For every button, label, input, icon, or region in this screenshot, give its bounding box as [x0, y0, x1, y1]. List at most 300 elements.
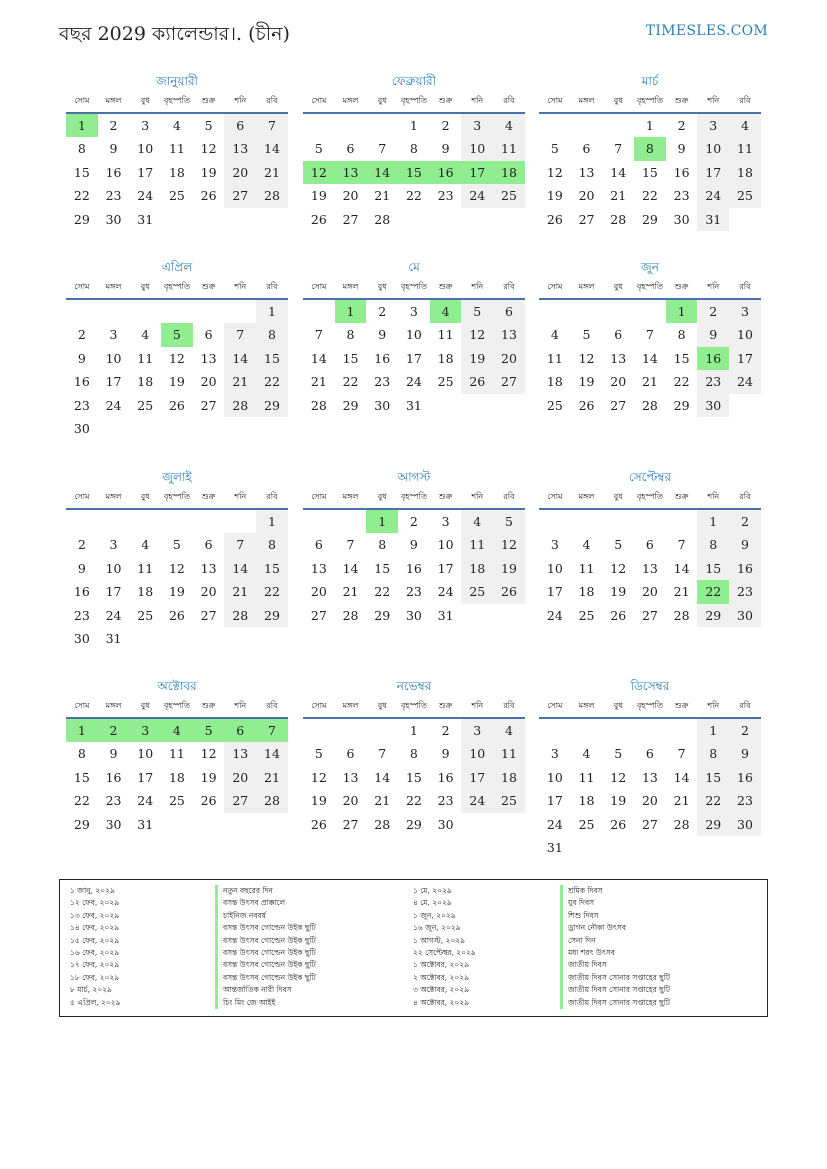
day-cell[interactable]: 20 — [342, 793, 359, 809]
day-cell[interactable]: 14 — [310, 350, 327, 366]
day-cell[interactable]: 3 — [550, 537, 559, 553]
day-cell[interactable]: 28 — [310, 397, 327, 413]
day-cell[interactable]: 25 — [461, 580, 493, 603]
day-cell[interactable]: 28 — [641, 397, 658, 413]
day-cell[interactable]: 24 — [437, 584, 454, 600]
day-cell[interactable]: 6 — [493, 300, 525, 323]
day-cell[interactable]: 29 — [405, 816, 422, 832]
holiday-day-cell[interactable]: 3 — [129, 719, 161, 742]
day-cell[interactable]: 20 — [224, 161, 256, 184]
day-cell[interactable]: 31 — [546, 839, 563, 855]
day-cell[interactable]: 22 — [405, 793, 422, 809]
day-cell[interactable]: 18 — [168, 164, 185, 180]
day-cell[interactable]: 12 — [461, 323, 493, 346]
day-cell[interactable]: 24 — [546, 607, 563, 623]
day-cell[interactable]: 4 — [461, 510, 493, 533]
day-cell[interactable]: 27 — [342, 211, 359, 227]
day-cell[interactable]: 5 — [204, 118, 213, 133]
day-cell[interactable]: 26 — [168, 607, 185, 623]
day-cell[interactable]: 14 — [673, 560, 690, 576]
day-cell[interactable]: 15 — [73, 164, 90, 180]
day-cell[interactable]: 26 — [310, 211, 327, 227]
day-cell[interactable]: 18 — [137, 584, 154, 600]
day-cell[interactable]: 10 — [105, 560, 122, 576]
holiday-day-cell[interactable]: 1 — [66, 114, 98, 137]
day-cell[interactable]: 6 — [614, 327, 623, 343]
day-cell[interactable]: 16 — [437, 769, 454, 785]
day-cell[interactable]: 19 — [493, 557, 525, 580]
holiday-day-cell[interactable]: 1 — [666, 300, 698, 323]
day-cell[interactable]: 13 — [641, 560, 658, 576]
day-cell[interactable]: 5 — [550, 141, 559, 157]
day-cell[interactable]: 6 — [346, 141, 355, 157]
day-cell[interactable]: 23 — [729, 580, 761, 603]
day-cell[interactable]: 21 — [224, 370, 256, 393]
day-cell[interactable]: 18 — [461, 557, 493, 580]
holiday-day-cell[interactable]: 5 — [193, 719, 225, 742]
day-cell[interactable]: 9 — [378, 327, 387, 343]
holiday-day-cell[interactable]: 8 — [634, 137, 666, 160]
day-cell[interactable]: 18 — [729, 161, 761, 184]
day-cell[interactable]: 11 — [493, 742, 525, 765]
day-cell[interactable]: 14 — [374, 769, 391, 785]
day-cell[interactable]: 14 — [673, 769, 690, 785]
day-cell[interactable]: 15 — [405, 769, 422, 785]
day-cell[interactable]: 21 — [342, 584, 359, 600]
day-cell[interactable]: 13 — [200, 350, 217, 366]
day-cell[interactable]: 26 — [310, 816, 327, 832]
day-cell[interactable]: 3 — [141, 118, 150, 133]
day-cell[interactable]: 6 — [645, 746, 654, 762]
day-cell[interactable]: 31 — [437, 607, 454, 623]
day-cell[interactable]: 3 — [550, 746, 559, 762]
day-cell[interactable]: 22 — [342, 374, 359, 390]
day-cell[interactable]: 9 — [109, 746, 118, 762]
day-cell[interactable]: 3 — [441, 514, 450, 529]
day-cell[interactable]: 22 — [256, 580, 288, 603]
day-cell[interactable]: 1 — [409, 723, 418, 738]
day-cell[interactable]: 20 — [641, 793, 658, 809]
day-cell[interactable]: 29 — [641, 211, 658, 227]
day-cell[interactable]: 5 — [493, 510, 525, 533]
day-cell[interactable]: 25 — [493, 789, 525, 812]
day-cell[interactable]: 23 — [73, 397, 90, 413]
day-cell[interactable]: 2 — [77, 537, 86, 553]
day-cell[interactable]: 20 — [493, 347, 525, 370]
day-cell[interactable]: 27 — [493, 370, 525, 393]
day-cell[interactable]: 20 — [641, 584, 658, 600]
day-cell[interactable]: 23 — [697, 370, 729, 393]
holiday-day-cell[interactable]: 15 — [398, 161, 430, 184]
day-cell[interactable]: 9 — [677, 141, 686, 157]
day-cell[interactable]: 17 — [546, 584, 563, 600]
day-cell[interactable]: 5 — [461, 300, 493, 323]
day-cell[interactable]: 13 — [493, 323, 525, 346]
day-cell[interactable]: 29 — [673, 397, 690, 413]
day-cell[interactable]: 25 — [578, 816, 595, 832]
day-cell[interactable]: 26 — [168, 397, 185, 413]
day-cell[interactable]: 19 — [578, 374, 595, 390]
day-cell[interactable]: 12 — [310, 769, 327, 785]
day-cell[interactable]: 1 — [697, 510, 729, 533]
holiday-day-cell[interactable]: 14 — [366, 161, 398, 184]
day-cell[interactable]: 16 — [105, 164, 122, 180]
day-cell[interactable]: 10 — [105, 350, 122, 366]
day-cell[interactable]: 20 — [310, 584, 327, 600]
day-cell[interactable]: 4 — [141, 327, 150, 343]
day-cell[interactable]: 18 — [578, 584, 595, 600]
day-cell[interactable]: 22 — [697, 789, 729, 812]
day-cell[interactable]: 5 — [582, 327, 591, 343]
day-cell[interactable]: 23 — [374, 374, 391, 390]
day-cell[interactable]: 19 — [168, 584, 185, 600]
holiday-day-cell[interactable]: 13 — [335, 161, 367, 184]
day-cell[interactable]: 23 — [437, 793, 454, 809]
day-cell[interactable]: 8 — [409, 746, 418, 762]
holiday-day-cell[interactable]: 1 — [335, 300, 367, 323]
day-cell[interactable]: 17 — [105, 374, 122, 390]
day-cell[interactable]: 15 — [697, 557, 729, 580]
day-cell[interactable]: 12 — [610, 769, 627, 785]
day-cell[interactable]: 27 — [224, 789, 256, 812]
day-cell[interactable]: 27 — [578, 211, 595, 227]
day-cell[interactable]: 4 — [493, 719, 525, 742]
day-cell[interactable]: 13 — [310, 560, 327, 576]
day-cell[interactable]: 18 — [546, 374, 563, 390]
day-cell[interactable]: 16 — [729, 557, 761, 580]
day-cell[interactable]: 12 — [168, 350, 185, 366]
day-cell[interactable]: 9 — [77, 560, 86, 576]
day-cell[interactable]: 27 — [342, 816, 359, 832]
day-cell[interactable]: 19 — [310, 793, 327, 809]
holiday-day-cell[interactable]: 22 — [697, 580, 729, 603]
day-cell[interactable]: 4 — [582, 746, 591, 762]
day-cell[interactable]: 17 — [437, 560, 454, 576]
day-cell[interactable]: 4 — [729, 114, 761, 137]
day-cell[interactable]: 10 — [137, 746, 154, 762]
day-cell[interactable]: 17 — [137, 164, 154, 180]
holiday-day-cell[interactable]: 4 — [161, 719, 193, 742]
day-cell[interactable]: 11 — [137, 350, 154, 366]
day-cell[interactable]: 1 — [697, 719, 729, 742]
brand-link[interactable]: TIMESLES.COM — [645, 23, 768, 39]
day-cell[interactable]: 22 — [405, 188, 422, 204]
day-cell[interactable]: 6 — [204, 537, 213, 553]
day-cell[interactable]: 23 — [437, 188, 454, 204]
day-cell[interactable]: 17 — [697, 161, 729, 184]
day-cell[interactable]: 11 — [729, 137, 761, 160]
day-cell[interactable]: 16 — [73, 584, 90, 600]
day-cell[interactable]: 10 — [137, 141, 154, 157]
day-cell[interactable]: 24 — [105, 607, 122, 623]
day-cell[interactable]: 9 — [729, 742, 761, 765]
day-cell[interactable]: 18 — [168, 769, 185, 785]
day-cell[interactable]: 31 — [697, 208, 729, 231]
day-cell[interactable]: 15 — [641, 164, 658, 180]
day-cell[interactable]: 28 — [224, 394, 256, 417]
day-cell[interactable]: 24 — [137, 793, 154, 809]
holiday-day-cell[interactable]: 1 — [366, 510, 398, 533]
day-cell[interactable]: 7 — [256, 114, 288, 137]
day-cell[interactable]: 20 — [610, 374, 627, 390]
day-cell[interactable]: 7 — [677, 537, 686, 553]
day-cell[interactable]: 19 — [310, 188, 327, 204]
day-cell[interactable]: 9 — [697, 323, 729, 346]
day-cell[interactable]: 30 — [729, 604, 761, 627]
day-cell[interactable]: 12 — [578, 350, 595, 366]
day-cell[interactable]: 7 — [314, 327, 323, 343]
day-cell[interactable]: 10 — [437, 537, 454, 553]
day-cell[interactable]: 30 — [73, 630, 90, 646]
day-cell[interactable]: 19 — [461, 347, 493, 370]
day-cell[interactable]: 4 — [141, 537, 150, 553]
holiday-day-cell[interactable]: 6 — [224, 719, 256, 742]
day-cell[interactable]: 26 — [546, 211, 563, 227]
day-cell[interactable]: 15 — [256, 557, 288, 580]
day-cell[interactable]: 4 — [582, 537, 591, 553]
day-cell[interactable]: 5 — [172, 537, 181, 553]
day-cell[interactable]: 29 — [697, 813, 729, 836]
day-cell[interactable]: 30 — [437, 816, 454, 832]
day-cell[interactable]: 19 — [610, 584, 627, 600]
day-cell[interactable]: 10 — [697, 137, 729, 160]
day-cell[interactable]: 9 — [77, 350, 86, 366]
day-cell[interactable]: 17 — [137, 769, 154, 785]
day-cell[interactable]: 29 — [73, 816, 90, 832]
day-cell[interactable]: 11 — [437, 327, 454, 343]
day-cell[interactable]: 9 — [409, 537, 418, 553]
day-cell[interactable]: 8 — [256, 323, 288, 346]
day-cell[interactable]: 16 — [105, 769, 122, 785]
day-cell[interactable]: 13 — [224, 742, 256, 765]
holiday-day-cell[interactable]: 4 — [430, 300, 462, 323]
day-cell[interactable]: 11 — [546, 350, 563, 366]
day-cell[interactable]: 19 — [200, 164, 217, 180]
day-cell[interactable]: 14 — [610, 164, 627, 180]
day-cell[interactable]: 17 — [105, 584, 122, 600]
day-cell[interactable]: 17 — [461, 766, 493, 789]
day-cell[interactable]: 29 — [697, 604, 729, 627]
day-cell[interactable]: 9 — [441, 746, 450, 762]
day-cell[interactable]: 7 — [378, 746, 387, 762]
day-cell[interactable]: 3 — [461, 114, 493, 137]
day-cell[interactable]: 6 — [346, 746, 355, 762]
day-cell[interactable]: 25 — [437, 374, 454, 390]
day-cell[interactable]: 9 — [441, 141, 450, 157]
day-cell[interactable]: 10 — [461, 742, 493, 765]
day-cell[interactable]: 6 — [582, 141, 591, 157]
day-cell[interactable]: 23 — [105, 188, 122, 204]
day-cell[interactable]: 5 — [614, 537, 623, 553]
day-cell[interactable]: 30 — [673, 211, 690, 227]
day-cell[interactable]: 11 — [578, 560, 595, 576]
day-cell[interactable]: 15 — [256, 347, 288, 370]
day-cell[interactable]: 9 — [109, 141, 118, 157]
day-cell[interactable]: 25 — [729, 184, 761, 207]
day-cell[interactable]: 21 — [641, 374, 658, 390]
day-cell[interactable]: 2 — [729, 719, 761, 742]
day-cell[interactable]: 29 — [374, 607, 391, 623]
day-cell[interactable]: 11 — [493, 137, 525, 160]
day-cell[interactable]: 8 — [697, 533, 729, 556]
day-cell[interactable]: 3 — [729, 300, 761, 323]
day-cell[interactable]: 13 — [342, 769, 359, 785]
day-cell[interactable]: 8 — [409, 141, 418, 157]
day-cell[interactable]: 7 — [677, 746, 686, 762]
day-cell[interactable]: 12 — [546, 164, 563, 180]
day-cell[interactable]: 19 — [200, 769, 217, 785]
day-cell[interactable]: 8 — [77, 746, 86, 762]
day-cell[interactable]: 5 — [314, 141, 323, 157]
day-cell[interactable]: 2 — [77, 327, 86, 343]
day-cell[interactable]: 26 — [493, 580, 525, 603]
day-cell[interactable]: 23 — [729, 789, 761, 812]
day-cell[interactable]: 12 — [493, 533, 525, 556]
day-cell[interactable]: 14 — [256, 742, 288, 765]
day-cell[interactable]: 2 — [697, 300, 729, 323]
day-cell[interactable]: 25 — [137, 607, 154, 623]
day-cell[interactable]: 27 — [641, 607, 658, 623]
day-cell[interactable]: 3 — [409, 304, 418, 319]
day-cell[interactable]: 27 — [224, 184, 256, 207]
day-cell[interactable]: 17 — [546, 793, 563, 809]
day-cell[interactable]: 21 — [610, 188, 627, 204]
day-cell[interactable]: 30 — [105, 211, 122, 227]
day-cell[interactable]: 26 — [200, 188, 217, 204]
day-cell[interactable]: 8 — [378, 537, 387, 553]
day-cell[interactable]: 2 — [378, 304, 387, 319]
day-cell[interactable]: 24 — [105, 397, 122, 413]
day-cell[interactable]: 25 — [578, 607, 595, 623]
day-cell[interactable]: 1 — [256, 510, 288, 533]
day-cell[interactable]: 30 — [729, 813, 761, 836]
day-cell[interactable]: 21 — [256, 161, 288, 184]
day-cell[interactable]: 20 — [224, 766, 256, 789]
day-cell[interactable]: 3 — [697, 114, 729, 137]
holiday-day-cell[interactable]: 16 — [697, 347, 729, 370]
day-cell[interactable]: 6 — [314, 537, 323, 553]
day-cell[interactable]: 11 — [168, 746, 185, 762]
day-cell[interactable]: 2 — [729, 510, 761, 533]
day-cell[interactable]: 23 — [73, 607, 90, 623]
day-cell[interactable]: 28 — [673, 816, 690, 832]
day-cell[interactable]: 11 — [461, 533, 493, 556]
day-cell[interactable]: 31 — [105, 630, 122, 646]
day-cell[interactable]: 22 — [641, 188, 658, 204]
day-cell[interactable]: 29 — [342, 397, 359, 413]
day-cell[interactable]: 24 — [461, 184, 493, 207]
day-cell[interactable]: 27 — [200, 607, 217, 623]
day-cell[interactable]: 7 — [378, 141, 387, 157]
day-cell[interactable]: 4 — [172, 118, 181, 133]
day-cell[interactable]: 21 — [224, 580, 256, 603]
day-cell[interactable]: 11 — [137, 560, 154, 576]
day-cell[interactable]: 28 — [224, 604, 256, 627]
day-cell[interactable]: 2 — [409, 514, 418, 529]
day-cell[interactable]: 3 — [109, 537, 118, 553]
day-cell[interactable]: 13 — [610, 350, 627, 366]
day-cell[interactable]: 21 — [310, 374, 327, 390]
day-cell[interactable]: 24 — [697, 184, 729, 207]
day-cell[interactable]: 18 — [493, 766, 525, 789]
day-cell[interactable]: 20 — [578, 188, 595, 204]
day-cell[interactable]: 24 — [729, 370, 761, 393]
day-cell[interactable]: 8 — [697, 742, 729, 765]
day-cell[interactable]: 24 — [405, 374, 422, 390]
day-cell[interactable]: 14 — [224, 347, 256, 370]
day-cell[interactable]: 30 — [105, 816, 122, 832]
day-cell[interactable]: 4 — [550, 327, 559, 343]
day-cell[interactable]: 24 — [461, 789, 493, 812]
day-cell[interactable]: 20 — [200, 584, 217, 600]
day-cell[interactable]: 20 — [342, 188, 359, 204]
day-cell[interactable]: 7 — [224, 533, 256, 556]
day-cell[interactable]: 18 — [137, 374, 154, 390]
day-cell[interactable]: 21 — [256, 766, 288, 789]
day-cell[interactable]: 2 — [109, 118, 118, 133]
day-cell[interactable]: 5 — [614, 746, 623, 762]
day-cell[interactable]: 14 — [224, 557, 256, 580]
day-cell[interactable]: 19 — [546, 188, 563, 204]
day-cell[interactable]: 14 — [641, 350, 658, 366]
day-cell[interactable]: 15 — [73, 769, 90, 785]
holiday-day-cell[interactable]: 16 — [430, 161, 462, 184]
day-cell[interactable]: 24 — [137, 188, 154, 204]
day-cell[interactable]: 14 — [342, 560, 359, 576]
day-cell[interactable]: 10 — [405, 327, 422, 343]
day-cell[interactable]: 31 — [137, 816, 154, 832]
day-cell[interactable]: 5 — [314, 746, 323, 762]
day-cell[interactable]: 29 — [256, 604, 288, 627]
day-cell[interactable]: 17 — [729, 347, 761, 370]
day-cell[interactable]: 16 — [374, 350, 391, 366]
day-cell[interactable]: 19 — [168, 374, 185, 390]
day-cell[interactable]: 26 — [610, 816, 627, 832]
holiday-day-cell[interactable]: 18 — [493, 161, 525, 184]
day-cell[interactable]: 22 — [256, 370, 288, 393]
holiday-day-cell[interactable]: 1 — [66, 719, 98, 742]
day-cell[interactable]: 21 — [673, 793, 690, 809]
day-cell[interactable]: 15 — [673, 350, 690, 366]
day-cell[interactable]: 28 — [256, 184, 288, 207]
day-cell[interactable]: 21 — [374, 188, 391, 204]
day-cell[interactable]: 28 — [342, 607, 359, 623]
day-cell[interactable]: 2 — [441, 118, 450, 133]
day-cell[interactable]: 12 — [610, 560, 627, 576]
day-cell[interactable]: 1 — [256, 300, 288, 323]
day-cell[interactable]: 25 — [137, 397, 154, 413]
day-cell[interactable]: 2 — [441, 723, 450, 738]
day-cell[interactable]: 22 — [673, 374, 690, 390]
day-cell[interactable]: 10 — [546, 560, 563, 576]
day-cell[interactable]: 7 — [224, 323, 256, 346]
day-cell[interactable]: 19 — [610, 793, 627, 809]
day-cell[interactable]: 7 — [645, 327, 654, 343]
day-cell[interactable]: 13 — [578, 164, 595, 180]
day-cell[interactable]: 1 — [645, 118, 654, 133]
day-cell[interactable]: 25 — [168, 188, 185, 204]
day-cell[interactable]: 13 — [641, 769, 658, 785]
day-cell[interactable]: 16 — [405, 560, 422, 576]
day-cell[interactable]: 4 — [493, 114, 525, 137]
day-cell[interactable]: 7 — [614, 141, 623, 157]
day-cell[interactable]: 30 — [374, 397, 391, 413]
day-cell[interactable]: 23 — [405, 584, 422, 600]
day-cell[interactable]: 12 — [200, 746, 217, 762]
day-cell[interactable]: 27 — [200, 397, 217, 413]
day-cell[interactable]: 10 — [729, 323, 761, 346]
day-cell[interactable]: 14 — [256, 137, 288, 160]
